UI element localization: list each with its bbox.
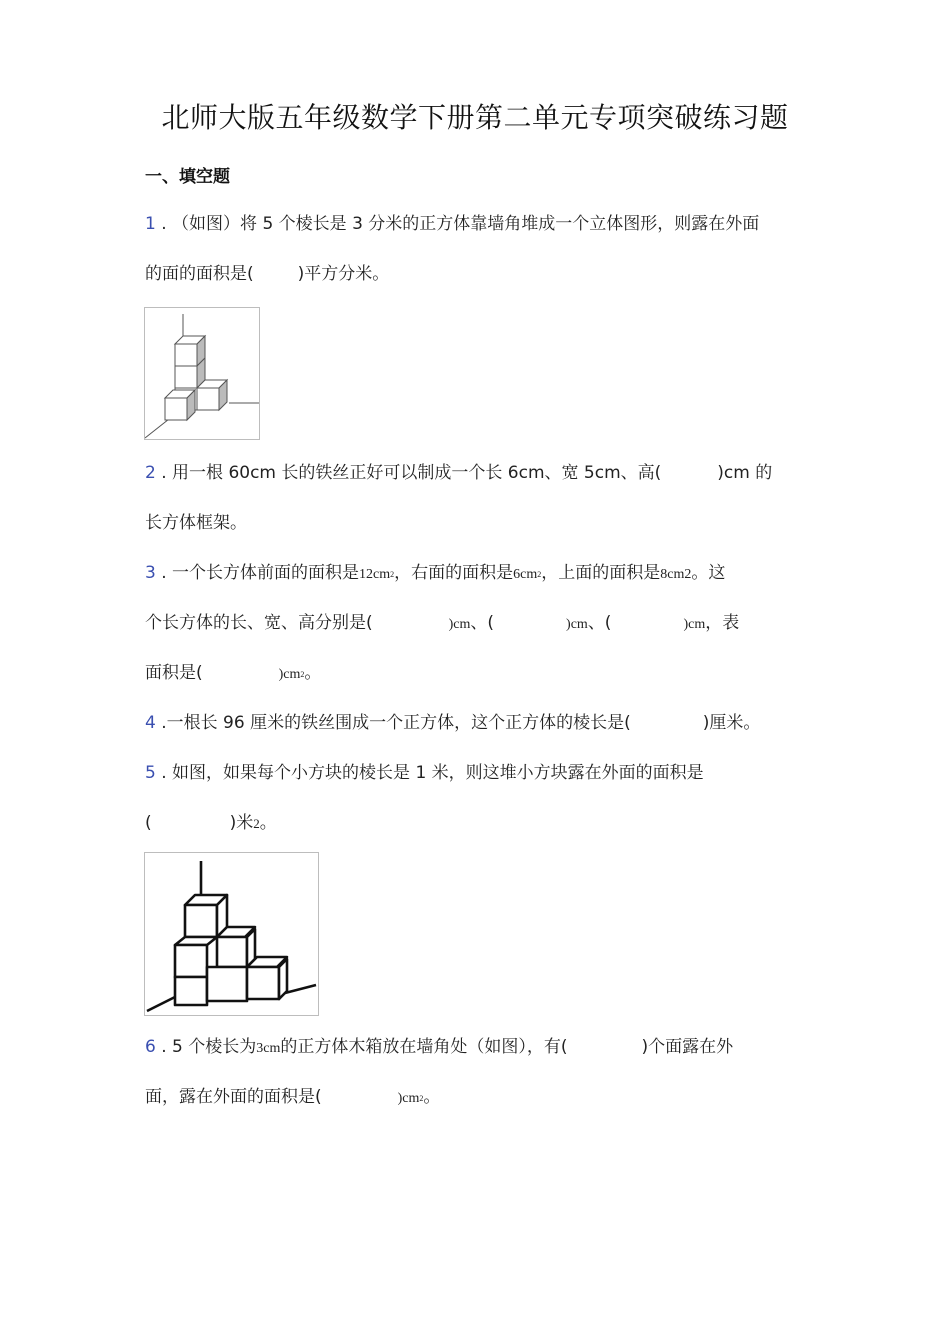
- question-1-line-1: 1 . （如图）将 5 个棱长是 3 分米的正方体靠墙角堆成一个立体图形，则露在外面: [145, 214, 760, 234]
- question-3-line-1: 3 . 一个长方体前面的面积是12cm2，右面的面积是6cm2，上面的面积是8cm2。这: [145, 563, 726, 583]
- question-number: 5: [145, 763, 156, 783]
- question-number: 2: [145, 463, 156, 483]
- question-1-line-2: 的面的面积是( )平方分米。: [145, 264, 390, 284]
- question-number: 1: [145, 214, 156, 234]
- question-6-line-2: 面，露在外面的面积是( )cm2。: [145, 1087, 441, 1107]
- question-3-line-3: 面积是( )cm2。: [145, 663, 322, 683]
- page-title: 北师大版五年级数学下册第二单元专项突破练习题: [161, 101, 789, 134]
- question-6-line-1: 6 . 5 个棱长为3cm的正方体木箱放在墙角处（如图），有( )个面露在外: [145, 1037, 734, 1057]
- question-2-line-1: 2 . 用一根 60cm 长的铁丝正好可以制成一个长 6cm、宽 5cm、高( )cm 的: [145, 463, 773, 483]
- question-number: 3: [145, 563, 156, 583]
- question-number: 4: [145, 713, 156, 733]
- question-5-line-1: 5 . 如图，如果每个小方块的棱长是 1 米，则这堆小方块露在外面的面积是: [145, 763, 704, 783]
- section-heading: 一、填空题: [145, 167, 230, 187]
- question-number: 6: [145, 1037, 156, 1057]
- question-5-line-2: ( )米2。: [145, 813, 277, 833]
- question-3-line-2: 个长方体的长、宽、高分别是( )cm、( )cm、( )cm，表: [145, 613, 740, 633]
- question-2-line-2: 长方体框架。: [145, 513, 247, 533]
- figure-cubes-stack-large: [144, 852, 319, 1016]
- figure-cubes-corner-small: [144, 307, 260, 440]
- question-4-line-1: 4 .一根长 96 厘米的铁丝围成一个正方体，这个正方体的棱长是( )厘米。: [145, 713, 761, 733]
